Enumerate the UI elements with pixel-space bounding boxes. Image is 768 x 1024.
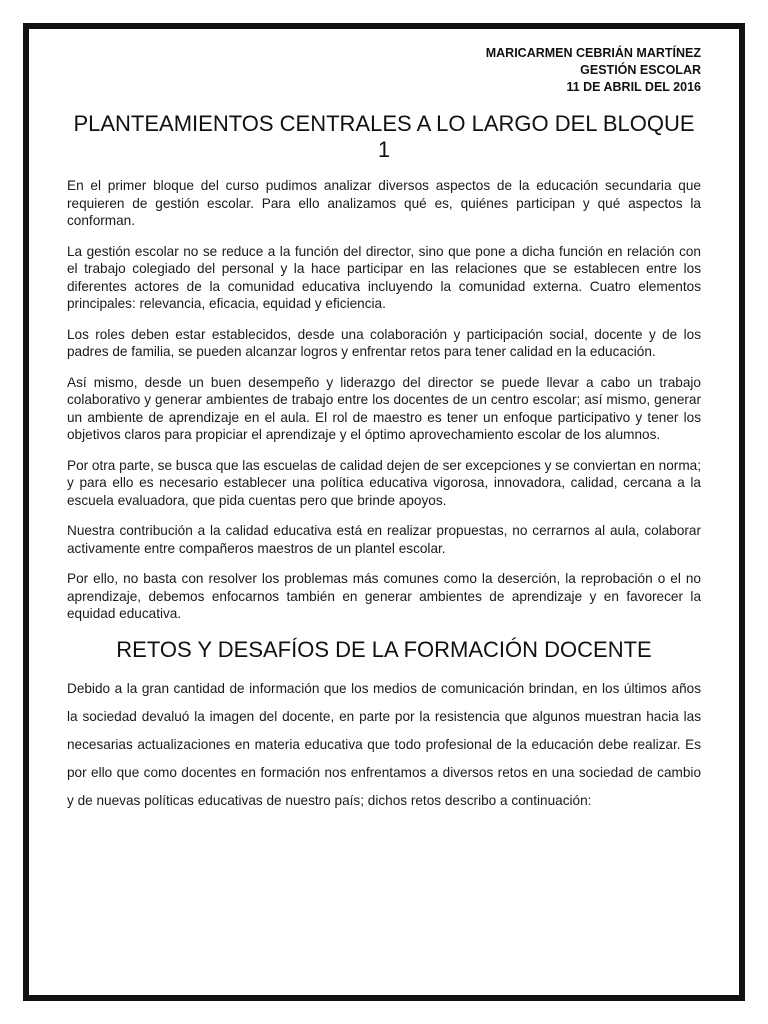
document-page	[23, 23, 745, 1001]
paragraph: Por otra parte, se busca que las escuelas de calidad dejen de ser excepciones y se conviertan en norma; y para ello es necesario establecer una política educativa vigorosa, innovadora, calidad, cercana a la escuela evaluadora, que pida cuentas pero que brinde apoyos.	[67, 457, 701, 508]
section-1-title: PLANTEAMIENTOS CENTRALES A LO LARGO DEL BLOQUE 1	[73, 111, 695, 162]
paragraph: Los roles deben estar establecidos, desde una colaboración y participación social, docente y de los padres de familia, se pueden alcanzar logros y enfrentar retos para tener calidad en la educación.	[67, 326, 701, 359]
document-header	[67, 45, 701, 96]
paragraph: Nuestra contribución a la calidad educativa está en realizar propuestas, no cerrarnos al aula, colaborar activamente entre compañeros maestros de un plantel escolar.	[67, 523, 701, 556]
paragraph: Por ello, no basta con resolver los problemas más comunes como la deserción, la reprobación o el no aprendizaje, debemos enfocarnos también en generar ambientes de aprendizaje y en favorecer la equidad educativa.	[67, 571, 701, 621]
paragraph: Así mismo, desde un buen desempeño y liderazgo del director se puede llevar a cabo un trabajo colaborativo y generar ambientes de trabajo entre los docentes de un centro escolar; así mismo, generar un ambiente de aprendizaje en el aula. El rol de maestro es tener un enfoque participativo y tener los objetivos claros para propiciar el aprendizaje y el óptimo aprovechamiento escolar de los alumnos.	[67, 374, 701, 442]
paragraph: En el primer bloque del curso pudimos analizar diversos aspectos de la educación secundaria que requieren de gestión escolar. Para ello analizamos qué es, quiénes participan y qué aspectos la conforman.	[67, 178, 701, 228]
paragraph: La gestión escolar no se reduce a la función del director, sino que pone a dicha función en relación con el trabajo colegiado del personal y la hace participar en las relaciones que se establecen entre los diferentes actores de la comunidad educativa incluyendo la comunidad externa. Cuatro elementos principales: relevancia, eficacia, equidad y eficiencia.	[67, 243, 701, 311]
document-date: 11 DE ABRIL DEL 2016	[566, 80, 701, 94]
document-content	[67, 45, 701, 815]
paragraph: Debido a la gran cantidad de información que los medios de comunicación brindan, en los últimos años la sociedad devaluó la imagen del docente, en parte por la resistencia que algunos muestran hacia las necesarias actualizaciones en materia educativa que todo profesional de la educación debe realizar. Es por ello que como docentes en formación nos enfrentamos a diversos retos en una sociedad de cambio y de nuevas políticas educativas de nuestro país; dichos retos describo a continuación:	[67, 680, 701, 808]
section-2-title: RETOS Y DESAFÍOS DE LA FORMACIÓN DOCENTE	[116, 636, 652, 662]
subject-name: GESTIÓN ESCOLAR	[580, 63, 701, 77]
author-name: MARICARMEN CEBRIÁN MARTÍNEZ	[485, 46, 701, 60]
